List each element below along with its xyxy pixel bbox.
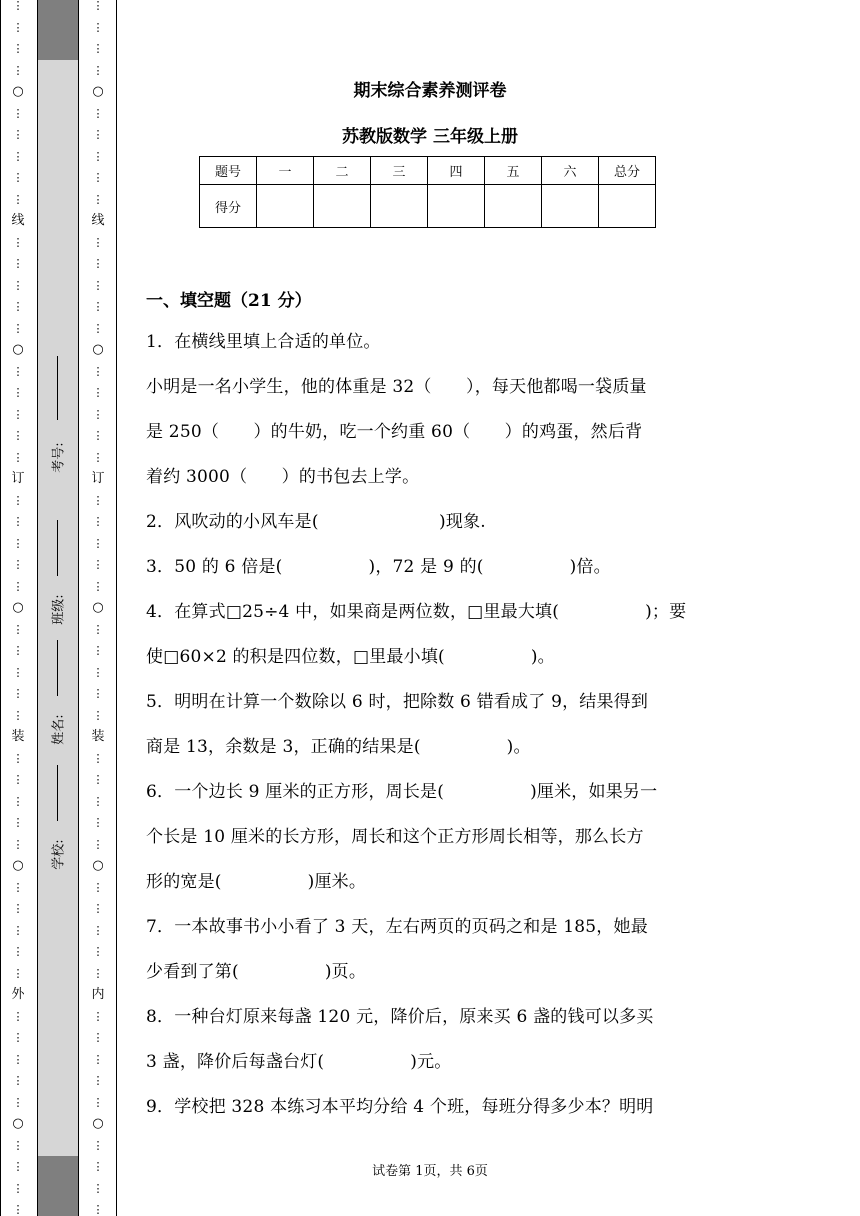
question-line: 形的宽是( )厘米。	[146, 872, 367, 892]
dotted-separator: ⋮	[12, 42, 24, 55]
dotted-separator: ⋮	[12, 321, 24, 335]
dotted-separator: ⋮	[92, 42, 104, 55]
dotted-separator: ⋮	[92, 257, 104, 270]
inner-cut-mark: ○	[92, 84, 104, 99]
dotted-separator: ⋮	[12, 794, 24, 808]
dotted-separator: ⋮	[92, 644, 104, 657]
dotted-separator: ⋮	[92, 0, 104, 12]
outer-cut-mark: 订	[11, 471, 25, 486]
dotted-separator: ⋮	[12, 1138, 24, 1152]
section-heading: 一、填空题（21 分）	[146, 291, 312, 311]
question-line: 3．50 的 6 倍是( )，72 是 9 的( )倍。	[146, 557, 611, 577]
dotted-separator: ⋮	[12, 622, 24, 636]
question-line: 着约 3000（ ）的书包去上学。	[146, 467, 420, 487]
dotted-separator: ⋮	[12, 235, 24, 249]
score-input-cell[interactable]	[542, 185, 599, 228]
dotted-separator: ⋮	[92, 407, 104, 421]
dotted-separator: ⋮	[92, 902, 104, 915]
dotted-separator: ⋮	[12, 149, 24, 163]
score-input-cell[interactable]	[485, 185, 542, 228]
dotted-separator: ⋮	[12, 364, 24, 378]
dotted-separator: ⋮	[92, 429, 104, 442]
dotted-separator: ⋮	[12, 63, 24, 77]
exam-subtitle: 苏教版数学 三年级上册	[342, 127, 518, 147]
exam-number-label: 考号:	[51, 442, 67, 473]
dotted-separator: ⋮	[92, 773, 104, 786]
score-input-cell[interactable]	[428, 185, 485, 228]
dotted-separator: ⋮	[12, 1203, 24, 1216]
dotted-separator: ⋮	[12, 128, 24, 141]
exam-title: 期末综合素养测评卷	[353, 81, 507, 101]
question-line: 商是 13，余数是 3，正确的结果是( )。	[146, 737, 531, 757]
dotted-separator: ⋮	[92, 816, 104, 829]
dotted-separator: ⋮	[92, 558, 104, 571]
dotted-separator: ⋮	[92, 278, 104, 292]
dotted-separator: ⋮	[92, 751, 104, 765]
score-table-cell: 三	[371, 157, 428, 185]
margin-border-line	[0, 0, 1, 1216]
class-field[interactable]	[47, 520, 67, 625]
outer-cut-mark: ○	[12, 84, 24, 99]
binding-margin	[0, 0, 118, 1216]
question-line: 个长是 10 厘米的长方形，周长和这个正方形周长相等，那么长方	[146, 827, 644, 847]
dotted-separator: ⋮	[12, 1074, 24, 1087]
score-table-cell: 一	[257, 157, 314, 185]
dotted-separator: ⋮	[12, 1052, 24, 1066]
dotted-separator: ⋮	[92, 579, 104, 593]
dotted-separator: ⋮	[92, 171, 104, 184]
outer-cut-line	[8, 0, 28, 1216]
dotted-separator: ⋮	[92, 364, 104, 378]
question-line: 9．学校把 328 本练习本平均分给 4 个班，每班分得多少本？明明	[146, 1097, 654, 1117]
score-table	[199, 156, 656, 228]
score-table-header-row	[200, 157, 656, 185]
question-line: 8．一种台灯原来每盏 120 元，降价后，原来买 6 盏的钱可以多买	[146, 1007, 654, 1027]
inner-cut-mark: ○	[92, 858, 104, 873]
dotted-separator: ⋮	[12, 1181, 24, 1195]
outer-cut-mark: 线	[11, 213, 25, 228]
name-label: 姓名:	[51, 714, 67, 745]
score-input-cell[interactable]	[371, 185, 428, 228]
dotted-separator: ⋮	[92, 450, 104, 464]
dotted-separator: ⋮	[92, 1009, 104, 1023]
inner-cut-mark: 装	[91, 729, 105, 744]
dotted-separator: ⋮	[92, 149, 104, 163]
dotted-separator: ⋮	[12, 687, 24, 700]
dotted-separator: ⋮	[92, 1160, 104, 1173]
dotted-separator: ⋮	[12, 450, 24, 464]
dotted-separator: ⋮	[92, 1181, 104, 1195]
dotted-separator: ⋮	[12, 751, 24, 765]
dotted-separator: ⋮	[12, 880, 24, 894]
dotted-separator: ⋮	[92, 1138, 104, 1152]
inner-cut-mark: ○	[92, 600, 104, 615]
dotted-separator: ⋮	[12, 192, 24, 206]
score-input-cell[interactable]	[257, 185, 314, 228]
dotted-separator: ⋮	[92, 63, 104, 77]
outer-cut-mark: ○	[12, 342, 24, 357]
score-table-score-row	[200, 185, 656, 228]
dotted-separator: ⋮	[92, 536, 104, 550]
question-line: 1．在横线里填上合适的单位。	[146, 332, 381, 352]
dotted-separator: ⋮	[92, 1095, 104, 1109]
dotted-separator: ⋮	[92, 20, 104, 34]
dotted-separator: ⋮	[92, 1052, 104, 1066]
question-line: 是 250（ ）的牛奶，吃一个约重 60（ ）的鸡蛋，然后背	[146, 422, 643, 442]
outer-cut-mark: ○	[12, 1116, 24, 1131]
dotted-separator: ⋮	[92, 128, 104, 141]
dotted-separator: ⋮	[12, 106, 24, 120]
dotted-separator: ⋮	[12, 171, 24, 184]
dotted-separator: ⋮	[12, 407, 24, 421]
dotted-separator: ⋮	[12, 515, 24, 528]
dotted-separator: ⋮	[12, 1160, 24, 1173]
score-table-cell: 五	[485, 157, 542, 185]
score-row-label: 得分	[200, 185, 257, 228]
dotted-separator: ⋮	[92, 1203, 104, 1216]
dotted-separator: ⋮	[92, 106, 104, 120]
inner-cut-mark: 订	[91, 471, 105, 486]
dotted-separator: ⋮	[92, 300, 104, 313]
dotted-separator: ⋮	[12, 579, 24, 593]
dotted-separator: ⋮	[92, 386, 104, 399]
inner-cut-mark: ○	[92, 342, 104, 357]
question-line: 3 盏，降价后每盏台灯( )元。	[146, 1052, 452, 1072]
exam-number-field[interactable]	[47, 356, 67, 473]
dotted-separator: ⋮	[12, 1009, 24, 1023]
question-line: 6．一个边长 9 厘米的正方形，周长是( )厘米，如果另一	[146, 782, 658, 802]
dotted-separator: ⋮	[92, 687, 104, 700]
dotted-separator: ⋮	[12, 278, 24, 292]
question-line: 少看到了第( )页。	[146, 962, 367, 982]
dotted-separator: ⋮	[12, 708, 24, 722]
dotted-separator: ⋮	[92, 794, 104, 808]
dotted-separator: ⋮	[92, 1074, 104, 1087]
question-line: 小明是一名小学生，他的体重是 32（ ），每天他都喝一袋质量	[146, 377, 647, 397]
question-line: 4．在算式□25÷4 中，如果商是两位数，□里最大填( )；要	[146, 602, 687, 622]
dotted-separator: ⋮	[12, 902, 24, 915]
inner-cut-line	[88, 0, 108, 1216]
question-line: 7．一本故事书小小看了 3 天，左右两页的页码之和是 185，她最	[146, 917, 648, 937]
score-table-cell: 二	[314, 157, 371, 185]
dotted-separator: ⋮	[92, 321, 104, 335]
dotted-separator: ⋮	[12, 665, 24, 679]
dotted-separator: ⋮	[12, 1031, 24, 1044]
score-table-cell: 题号	[200, 157, 257, 185]
question-line: 5．明明在计算一个数除以 6 时，把除数 6 错看成了 9，结果得到	[146, 692, 649, 712]
dotted-separator: ⋮	[12, 0, 24, 12]
dotted-separator: ⋮	[12, 773, 24, 786]
dotted-separator: ⋮	[92, 945, 104, 958]
page-footer: 试卷第 1页，共 6页	[372, 1164, 488, 1179]
dotted-separator: ⋮	[92, 493, 104, 507]
inner-cut-mark: ○	[92, 1116, 104, 1131]
class-label: 班级:	[51, 594, 67, 625]
school-field[interactable]	[47, 765, 67, 870]
dotted-separator: ⋮	[12, 429, 24, 442]
score-table-cell: 四	[428, 157, 485, 185]
dotted-separator: ⋮	[92, 665, 104, 679]
question-line: 使□60×2 的积是四位数，□里最小填( )。	[146, 647, 555, 667]
dotted-separator: ⋮	[92, 192, 104, 206]
inner-cut-mark: 线	[91, 213, 105, 228]
score-input-cell[interactable]	[599, 185, 656, 228]
dotted-separator: ⋮	[92, 708, 104, 722]
dotted-separator: ⋮	[92, 923, 104, 937]
dotted-separator: ⋮	[12, 1095, 24, 1109]
outer-cut-mark: ○	[12, 858, 24, 873]
dotted-separator: ⋮	[12, 386, 24, 399]
school-label: 学校:	[51, 839, 67, 870]
dotted-separator: ⋮	[12, 493, 24, 507]
score-table-cell: 总分	[599, 157, 656, 185]
dotted-separator: ⋮	[12, 257, 24, 270]
name-field[interactable]	[47, 640, 67, 745]
dotted-separator: ⋮	[12, 300, 24, 313]
inner-cut-mark: 内	[91, 987, 105, 1002]
dotted-separator: ⋮	[12, 20, 24, 34]
dotted-separator: ⋮	[12, 536, 24, 550]
dotted-separator: ⋮	[12, 966, 24, 980]
dotted-separator: ⋮	[12, 923, 24, 937]
question-line: 2．风吹动的小风车是( )现象.	[146, 512, 486, 532]
dotted-separator: ⋮	[92, 837, 104, 851]
dotted-separator: ⋮	[92, 1031, 104, 1044]
outer-cut-mark: 装	[11, 729, 25, 744]
dotted-separator: ⋮	[12, 816, 24, 829]
outer-cut-mark: ○	[12, 600, 24, 615]
score-input-cell[interactable]	[314, 185, 371, 228]
score-table-cell: 六	[542, 157, 599, 185]
margin-inner-border	[116, 0, 117, 1216]
dotted-separator: ⋮	[12, 837, 24, 851]
dotted-separator: ⋮	[92, 515, 104, 528]
dotted-separator: ⋮	[92, 880, 104, 894]
dotted-separator: ⋮	[92, 235, 104, 249]
dotted-separator: ⋮	[12, 945, 24, 958]
dotted-separator: ⋮	[12, 644, 24, 657]
outer-cut-mark: 外	[11, 987, 25, 1002]
dotted-separator: ⋮	[92, 622, 104, 636]
strip-cap-top	[38, 0, 78, 60]
dotted-separator: ⋮	[92, 966, 104, 980]
dotted-separator: ⋮	[12, 558, 24, 571]
